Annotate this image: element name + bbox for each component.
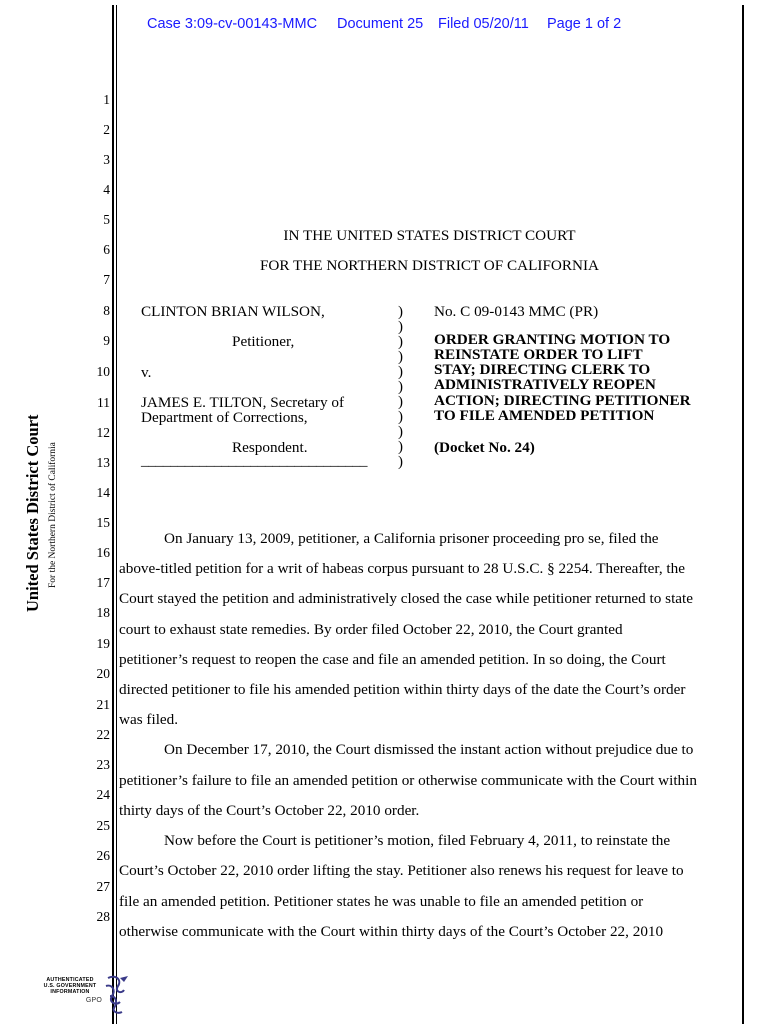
gpo-seal-line: U.S. GOVERNMENT xyxy=(43,983,97,989)
paren: ) xyxy=(398,409,403,425)
order-title-line: ORDER GRANTING MOTION TO xyxy=(434,331,671,348)
sidebar-court-name: United States District Court xyxy=(23,414,42,612)
signature-line: _______________________________ xyxy=(141,452,368,469)
line-number: 16 xyxy=(96,545,110,560)
respondent-name-2: Department of Corrections, xyxy=(141,409,308,426)
order-title-line: ADMINISTRATIVELY REOPEN xyxy=(434,376,656,393)
gpo-seal-line: AUTHENTICATED xyxy=(46,977,94,983)
line-number: 26 xyxy=(96,848,110,863)
line-number: 10 xyxy=(96,364,110,379)
line-number: 12 xyxy=(96,425,110,440)
left-margin-rule-1 xyxy=(112,5,114,1024)
line-number: 20 xyxy=(96,666,110,681)
paren: ) xyxy=(398,304,403,320)
body-line: directed petitioner to file his amended petition within thirty days of the date the Court’s order xyxy=(119,681,686,698)
paren: ) xyxy=(398,454,403,470)
petitioner-role: Petitioner, xyxy=(232,333,295,350)
line-number: 7 xyxy=(103,272,110,287)
line-number: 27 xyxy=(96,879,110,894)
line-number: 19 xyxy=(96,636,110,651)
case-number: No. C 09-0143 MMC (PR) xyxy=(434,303,599,320)
line-number: 15 xyxy=(96,515,110,530)
line-number: 23 xyxy=(96,757,110,772)
paren: ) xyxy=(398,394,403,410)
page-count-stamp: Page 1 of 2 xyxy=(547,16,622,32)
body-line: Court stayed the petition and administratively closed the case while petitioner returned to state xyxy=(119,590,694,607)
eagle-logo-icon xyxy=(102,972,132,1016)
court-title-line-2: FOR THE NORTHERN DISTRICT OF CALIFORNIA xyxy=(259,257,599,274)
versus: v. xyxy=(141,364,152,381)
document-number-stamp: Document 25 xyxy=(337,16,424,32)
order-title-line: ACTION; DIRECTING PETITIONER xyxy=(434,392,691,409)
line-number: 8 xyxy=(103,303,110,318)
line-number: 4 xyxy=(103,182,110,197)
docket-number: (Docket No. 24) xyxy=(434,439,535,456)
filed-date-stamp: Filed 05/20/11 xyxy=(438,16,529,32)
order-title-line: TO FILE AMENDED PETITION xyxy=(434,407,655,424)
body-line: On January 13, 2009, petitioner, a California prisoner proceeding pro se, filed the xyxy=(164,530,659,547)
line-number: 1 xyxy=(103,92,110,107)
gpo-seal-line: GPO xyxy=(85,997,102,1004)
right-margin-rule xyxy=(742,5,744,1024)
petitioner-name: CLINTON BRIAN WILSON, xyxy=(141,303,325,320)
line-number: 18 xyxy=(96,605,110,620)
body-line: above-titled petition for a writ of habeas corpus pursuant to 28 U.S.C. § 2254. Thereafter, the xyxy=(119,560,685,577)
line-number: 14 xyxy=(96,485,110,500)
paren: ) xyxy=(398,349,403,365)
gpo-seal-line: INFORMATION xyxy=(50,989,90,995)
line-number: 13 xyxy=(96,455,110,470)
paren: ) xyxy=(398,334,403,350)
line-number: 21 xyxy=(96,697,110,712)
line-number: 2 xyxy=(103,122,110,137)
gpo-authentication-seal xyxy=(40,972,130,1016)
respondent-name-1: JAMES E. TILTON, Secretary of xyxy=(141,394,345,411)
line-number: 5 xyxy=(103,212,110,227)
body-line: was filed. xyxy=(119,711,179,728)
body-line: Court’s October 22, 2010 order lifting the stay. Petitioner also renews his request for leave to xyxy=(119,862,684,879)
line-number: 6 xyxy=(103,242,110,257)
body-line: file an amended petition. Petitioner states he was unable to file an amended petition or xyxy=(119,893,644,910)
line-number: 3 xyxy=(103,152,110,167)
body-line: court to exhaust state remedies. By order filed October 22, 2010, the Court granted xyxy=(119,621,623,638)
paren: ) xyxy=(398,319,403,335)
body-line: thirty days of the Court’s October 22, 2010 order. xyxy=(119,802,420,819)
line-number: 22 xyxy=(96,727,110,742)
paren: ) xyxy=(398,439,403,455)
line-number: 9 xyxy=(103,333,110,348)
order-title-line: STAY; DIRECTING CLERK TO xyxy=(434,361,651,378)
line-number: 11 xyxy=(97,395,110,410)
court-title-line-1: IN THE UNITED STATES DISTRICT COURT xyxy=(283,227,576,244)
order-title-line: REINSTATE ORDER TO LIFT xyxy=(434,346,643,363)
body-line: petitioner’s request to reopen the case and file an amended petition. In so doing, the Court xyxy=(119,651,666,668)
body-line: Now before the Court is petitioner’s motion, filed February 4, 2011, to reinstate the xyxy=(164,832,671,849)
paren: ) xyxy=(398,424,403,440)
line-number: 17 xyxy=(96,575,110,590)
line-number: 24 xyxy=(96,787,110,802)
body-line: On December 17, 2010, the Court dismissed the instant action without prejudice due to xyxy=(164,741,694,758)
body-line: petitioner’s failure to file an amended petition or otherwise communicate with the Court within xyxy=(119,772,697,789)
paren: ) xyxy=(398,379,403,395)
respondent-role: Respondent. xyxy=(232,439,308,456)
body-line: otherwise communicate with the Court within thirty days of the Court’s October 22, 2010 xyxy=(119,923,664,940)
paren: ) xyxy=(398,364,403,380)
sidebar-district-name: For the Northern District of California xyxy=(48,442,58,588)
line-number: 25 xyxy=(96,818,110,833)
left-margin-rule-2 xyxy=(116,5,117,1024)
line-number: 28 xyxy=(96,909,110,924)
case-number-stamp: Case 3:09-cv-00143-MMC xyxy=(147,16,318,32)
